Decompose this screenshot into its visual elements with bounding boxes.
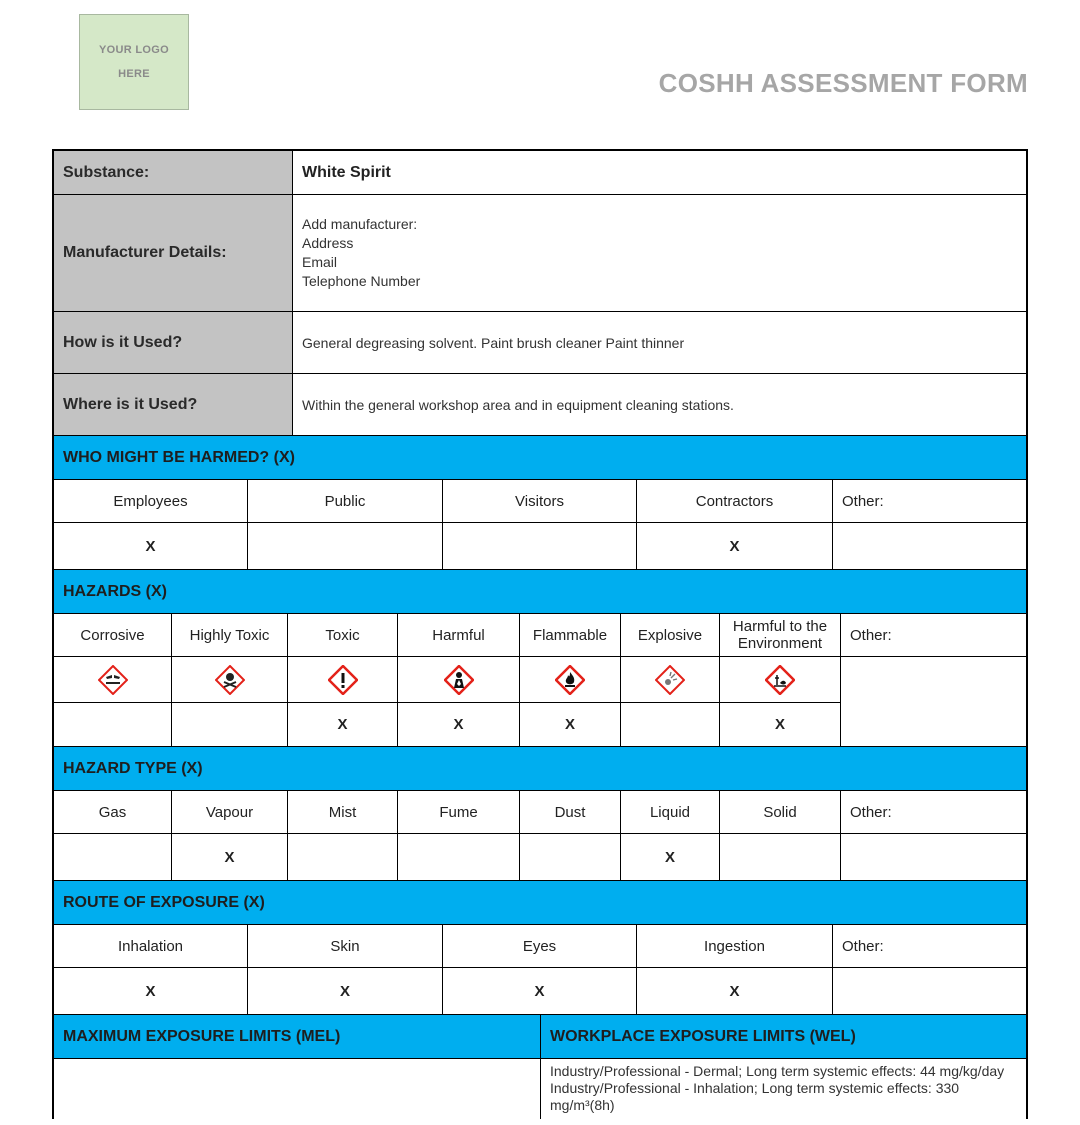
- manufacturer-line: Email: [302, 254, 338, 270]
- hazards-grid: [54, 614, 1026, 747]
- hazard-header-other: Other:: [841, 614, 1026, 657]
- type-header-fume: Fume: [398, 791, 520, 834]
- type-header-gas: Gas: [54, 791, 172, 834]
- how-used-value[interactable]: General degreasing solvent. Paint brush cleaner Paint thinner: [302, 334, 685, 351]
- manufacturer-line: Add manufacturer:: [302, 216, 418, 232]
- health-hazard-icon: [444, 665, 474, 695]
- route-mark-eyes[interactable]: X: [443, 968, 637, 1014]
- skull-crossbones-icon: [215, 665, 245, 695]
- hazard-icon-cell: [288, 657, 398, 703]
- who-mark-public[interactable]: [248, 523, 443, 569]
- type-header-liquid: Liquid: [621, 791, 720, 834]
- hazard-mark-harmful[interactable]: X: [398, 703, 520, 746]
- how-used-label: How is it Used?: [54, 312, 293, 373]
- type-header-other: Other:: [841, 791, 1026, 834]
- hazard-icon-cell: [520, 657, 621, 703]
- manufacturer-value[interactable]: [293, 195, 1026, 311]
- hazard-header-toxic: Toxic: [288, 614, 398, 657]
- hazard-header-harmful: Harmful: [398, 614, 520, 657]
- type-mark-gas[interactable]: [54, 834, 172, 880]
- who-mark-employees[interactable]: X: [54, 523, 248, 569]
- hazard-mark-explosive[interactable]: [621, 703, 720, 746]
- who-mark-contractors[interactable]: X: [637, 523, 833, 569]
- who-header-employees: Employees: [54, 480, 248, 523]
- route-header-skin: Skin: [248, 925, 443, 968]
- coshh-form: [52, 149, 1028, 1119]
- who-mark-visitors[interactable]: [443, 523, 637, 569]
- who-header-public: Public: [248, 480, 443, 523]
- route-header-eyes: Eyes: [443, 925, 637, 968]
- type-header-dust: Dust: [520, 791, 621, 834]
- where-used-row: [54, 374, 1026, 436]
- type-mark-fume[interactable]: [398, 834, 520, 880]
- hazard-header-highly-toxic: Highly Toxic: [172, 614, 288, 657]
- flame-icon: [555, 665, 585, 695]
- limits-header-row: [54, 1015, 1026, 1059]
- logo-text-line1: YOUR LOGO: [99, 44, 169, 56]
- logo-text-line2: HERE: [118, 68, 150, 80]
- route-mark-skin[interactable]: X: [248, 968, 443, 1014]
- hazard-header-flammable: Flammable: [520, 614, 621, 657]
- hazard-mark-highly-toxic[interactable]: [172, 703, 288, 746]
- where-used-value[interactable]: Within the general workshop area and in equipment cleaning stations.: [302, 396, 734, 413]
- type-mark-dust[interactable]: [520, 834, 621, 880]
- hazard-icon-cell: [621, 657, 720, 703]
- route-grid: [54, 925, 1026, 1015]
- manufacturer-line: Telephone Number: [302, 273, 421, 289]
- hazard-other-cell[interactable]: [841, 657, 1026, 746]
- mel-header: MAXIMUM EXPOSURE LIMITS (MEL): [54, 1015, 541, 1059]
- hazard-icon-cell: [398, 657, 520, 703]
- hazard-icon-cell: [54, 657, 172, 703]
- route-mark-inhalation[interactable]: X: [54, 968, 248, 1014]
- route-header: ROUTE OF EXPOSURE (X): [54, 881, 1026, 925]
- who-harmed-header: WHO MIGHT BE HARMED? (X): [54, 436, 1026, 480]
- explosive-icon: [655, 665, 685, 695]
- manufacturer-line: Address: [302, 235, 354, 251]
- how-used-row: [54, 312, 1026, 374]
- manufacturer-label: Manufacturer Details:: [54, 195, 293, 311]
- type-mark-other[interactable]: [841, 834, 1026, 880]
- type-header-solid: Solid: [720, 791, 841, 834]
- hazard-mark-corrosive[interactable]: [54, 703, 172, 746]
- hazard-mark-environment[interactable]: X: [720, 703, 841, 746]
- exclamation-icon: [328, 665, 358, 695]
- type-header-vapour: Vapour: [172, 791, 288, 834]
- type-mark-mist[interactable]: [288, 834, 398, 880]
- form-title: COSHH ASSESSMENT FORM: [658, 68, 1028, 98]
- type-mark-solid[interactable]: [720, 834, 841, 880]
- logo-placeholder: [79, 14, 189, 110]
- hazard-header-corrosive: Corrosive: [54, 614, 172, 657]
- hazard-mark-flammable[interactable]: X: [520, 703, 621, 746]
- where-used-label: Where is it Used?: [54, 374, 293, 435]
- substance-value[interactable]: White Spirit: [302, 163, 391, 181]
- type-mark-vapour[interactable]: X: [172, 834, 288, 880]
- wel-line: Industry/Professional - Dermal; Long term systemic effects: 44 mg/kg/day: [550, 1063, 1005, 1079]
- who-header-visitors: Visitors: [443, 480, 637, 523]
- who-harmed-grid: [54, 480, 1026, 570]
- limits-body: [54, 1059, 1026, 1119]
- route-mark-ingestion[interactable]: X: [637, 968, 833, 1014]
- hazard-header-environment: Harmful to the Environment: [720, 614, 841, 657]
- hazard-type-header: HAZARD TYPE (X): [54, 747, 1026, 791]
- hazard-icon-cell: [172, 657, 288, 703]
- route-header-ingestion: Ingestion: [637, 925, 833, 968]
- route-header-inhalation: Inhalation: [54, 925, 248, 968]
- corrosive-icon: [98, 665, 128, 695]
- mel-value[interactable]: [54, 1059, 541, 1119]
- type-mark-liquid[interactable]: X: [621, 834, 720, 880]
- hazards-header: HAZARDS (X): [54, 570, 1026, 614]
- who-header-contractors: Contractors: [637, 480, 833, 523]
- hazard-icon-cell: [720, 657, 841, 703]
- route-header-other: Other:: [833, 925, 1026, 968]
- substance-row: [54, 151, 1026, 195]
- substance-label: Substance:: [54, 151, 293, 194]
- hazard-header-explosive: Explosive: [621, 614, 720, 657]
- who-mark-other[interactable]: [833, 523, 1026, 569]
- manufacturer-row: [54, 195, 1026, 312]
- environment-icon: [765, 665, 795, 695]
- wel-header: WORKPLACE EXPOSURE LIMITS (WEL): [541, 1015, 1026, 1059]
- wel-line: Industry/Professional - Inhalation; Long term systemic effects: 330 mg/m³(8h): [550, 1080, 960, 1113]
- hazard-type-grid: [54, 791, 1026, 881]
- who-header-other: Other:: [833, 480, 1026, 523]
- wel-value[interactable]: [541, 1059, 1026, 1119]
- type-header-mist: Mist: [288, 791, 398, 834]
- hazard-mark-toxic[interactable]: X: [288, 703, 398, 746]
- route-mark-other[interactable]: [833, 968, 1026, 1014]
